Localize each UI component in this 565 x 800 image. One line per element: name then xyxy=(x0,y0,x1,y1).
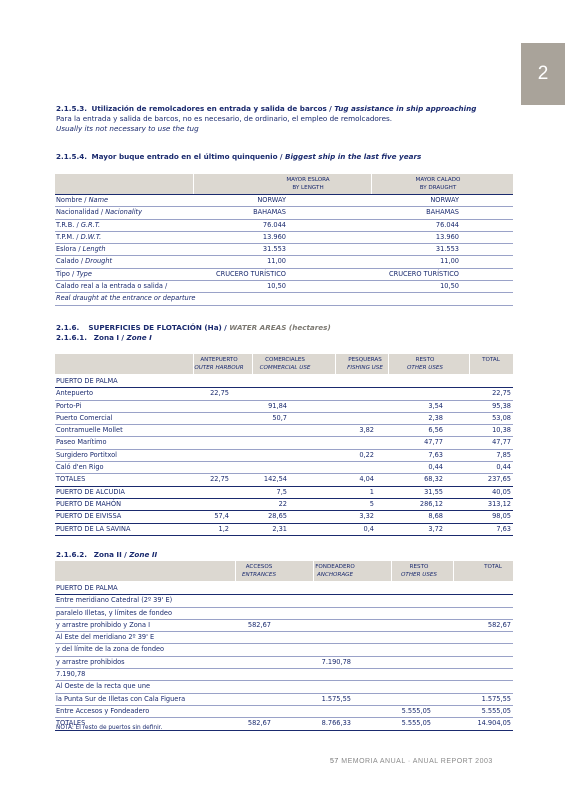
table-row xyxy=(55,376,513,388)
cell-value: 13.960 xyxy=(435,232,459,241)
row-label: Caló d'en Rigo xyxy=(56,463,104,472)
page-footer xyxy=(330,758,493,765)
section-number: 2.1.5.4. xyxy=(56,152,87,161)
cell-value: BAHAMAS xyxy=(253,208,286,217)
cell-value: 1,2 xyxy=(218,524,229,533)
cell-value: 6,56 xyxy=(428,426,443,435)
cell-value: 98,05 xyxy=(492,512,511,521)
cell-value: 10,50 xyxy=(267,282,286,291)
header-commercial: COMERCIALES COMMERCIAL USE xyxy=(259,357,311,371)
cell-value: 31,55 xyxy=(424,487,443,496)
cell-value: 22,75 xyxy=(492,389,511,398)
table-row xyxy=(55,632,513,644)
row-label: y del límite de la zona de fondeo xyxy=(56,645,165,654)
cell-value: 40,05 xyxy=(492,487,511,496)
cell-value: 11,00 xyxy=(440,257,459,266)
section-zone2: 2.1.6.2. Zona II / Zone II xyxy=(56,550,158,559)
cell-value: 3,54 xyxy=(428,401,443,410)
cell-value: 14.904,05 xyxy=(477,719,511,728)
row-label: T.R.B. / G.R.T. xyxy=(56,220,101,229)
row-label-es: Tipo xyxy=(56,269,70,278)
section-title-en: Tug assistance in ship approaching xyxy=(334,104,477,113)
cell-value: 2,38 xyxy=(428,413,443,422)
cell-value: 142,54 xyxy=(263,475,287,484)
cell-value: 7,63 xyxy=(496,524,511,533)
row-label: la Punta Sur de Illetas con Cala Figuera xyxy=(56,694,186,703)
cell-value: 22,75 xyxy=(210,389,229,398)
table-row xyxy=(55,462,513,474)
row-label: PUERTO DE EIVISSA xyxy=(56,512,122,521)
header-entrances: ACCESOS ENTRANCES xyxy=(241,564,277,578)
section-number: 2.1.6.2. xyxy=(56,550,87,559)
section-title: Utilización de remolcadores en entrada y salida de barcos xyxy=(91,104,327,113)
row-label-en: D.W.T. xyxy=(80,232,102,241)
table-row xyxy=(55,706,513,718)
cell-value: NORWAY xyxy=(430,196,459,204)
row-label: Nacionalidad / Nacionality xyxy=(56,208,143,217)
table-row xyxy=(55,269,513,281)
row-label: Surgidero Portitxol xyxy=(56,450,117,459)
section-title-en: Zone II xyxy=(129,550,158,559)
table-row xyxy=(55,293,513,305)
chapter-number: 2 xyxy=(537,63,549,84)
table-row xyxy=(55,220,513,232)
cell-value: 31.553 xyxy=(262,245,286,254)
cell-value: 57,4 xyxy=(214,512,229,521)
table-row xyxy=(55,474,513,486)
header-outer-harbour: ANTEPUERTO OUTER HARBOUR xyxy=(194,357,244,371)
table-header xyxy=(55,561,513,581)
row-label: PUERTO DE MAHÓN xyxy=(56,499,122,508)
row-label: y arrastre prohibido y Zona I xyxy=(56,620,151,629)
row-label-en: Name xyxy=(88,196,109,204)
table-row xyxy=(55,207,513,219)
cell-value: 1.575,55 xyxy=(321,694,351,703)
table-row xyxy=(55,608,513,620)
table-row xyxy=(55,281,513,293)
cell-value: 91,84 xyxy=(268,401,287,410)
cell-value: 53,08 xyxy=(492,413,511,422)
row-label: TOTALES xyxy=(56,475,86,484)
row-label-es: Eslora xyxy=(56,245,77,254)
header-total: TOTAL xyxy=(484,564,502,570)
table-header xyxy=(55,354,513,374)
row-label: PUERTO DE ALCUDIA xyxy=(56,487,125,496)
row-label: y arrastre prohibidos xyxy=(56,657,125,666)
row-label: PUERTO DE PALMA xyxy=(56,377,118,385)
cell-value: 3,82 xyxy=(359,426,374,435)
cell-value: CRUCERO TURÍSTICO xyxy=(216,269,286,278)
cell-value: 7,85 xyxy=(496,450,511,459)
table-row xyxy=(55,194,513,207)
cell-value: 10,38 xyxy=(492,426,511,435)
cell-value: 582,67 xyxy=(247,719,271,728)
cell-value: 22,75 xyxy=(210,475,229,484)
table-row xyxy=(55,244,513,256)
cell-value: 31.553 xyxy=(435,245,459,254)
table-row xyxy=(55,669,513,681)
row-label: Antepuerto xyxy=(56,389,94,398)
cell-value: 10,50 xyxy=(440,282,459,291)
header-other-uses: RESTO OTHER USES xyxy=(401,564,437,578)
cell-value: 95,38 xyxy=(492,401,511,410)
row-label-en: Drought xyxy=(85,257,113,266)
cell-value: 0,44 xyxy=(428,463,443,472)
section-number: 2.1.6. xyxy=(56,323,80,332)
row-label-es: Calado xyxy=(56,257,79,266)
row-label: Al Este del meridiano 2º 39' E xyxy=(56,633,155,642)
table-row xyxy=(55,583,513,595)
cell-value: 237,65 xyxy=(487,475,511,484)
cell-value: 5 xyxy=(369,499,374,508)
cell-value: 0,4 xyxy=(363,524,374,533)
cell-value: 5.555,05 xyxy=(401,719,431,728)
row-label: Paseo Marítimo xyxy=(56,438,107,447)
header-other-uses: RESTO OTHER USES xyxy=(407,357,443,371)
row-label-en: Type xyxy=(76,269,92,278)
zone2-table xyxy=(55,561,513,731)
cell-value: 7,5 xyxy=(276,487,287,496)
row-label: T.P.M. / D.W.T. xyxy=(56,232,102,241)
row-label-es: Nacionalidad xyxy=(56,208,99,217)
cell-value: 0,44 xyxy=(496,463,511,472)
cell-value: 313,12 xyxy=(487,499,511,508)
table-row xyxy=(55,595,513,607)
row-label: paralelo Illetas, y límites de fondeo xyxy=(56,608,172,617)
header-draught: MAYOR CALADO BY DRAUGHT xyxy=(415,177,461,191)
section-number: 2.1.5.3. xyxy=(56,104,87,113)
row-label-en: G.R.T. xyxy=(80,220,101,229)
table-row xyxy=(55,401,513,413)
page-number: 57 xyxy=(330,758,339,765)
cell-value: 5.555,05 xyxy=(481,706,511,715)
cell-value: CRUCERO TURÍSTICO xyxy=(389,269,459,278)
header-total: TOTAL xyxy=(482,357,500,363)
cell-value: 47,77 xyxy=(492,438,511,447)
row-label-es: T.R.B. xyxy=(56,220,75,229)
cell-value: 7.190,78 xyxy=(321,657,351,666)
cell-value: 68,32 xyxy=(424,475,443,484)
cell-value: NORWAY xyxy=(257,196,286,204)
table-row xyxy=(55,694,513,706)
cell-value: 22 xyxy=(278,499,287,508)
cell-value: 582,67 xyxy=(487,620,511,629)
table-row xyxy=(55,681,513,693)
table-row xyxy=(55,524,513,536)
cell-value: 0,22 xyxy=(359,450,374,459)
table-row xyxy=(55,511,513,523)
chapter-tab xyxy=(521,43,565,105)
cell-value: BAHAMAS xyxy=(426,208,459,217)
row-label: Porto-Pi xyxy=(56,401,82,410)
row-label: Calado real a la entrada o salida / xyxy=(56,282,168,291)
cell-value: 13.960 xyxy=(262,232,286,241)
row-label-en: Real draught at the entrance or departure xyxy=(56,294,196,303)
row-label xyxy=(56,293,196,304)
header-fishing: PESQUERAS FISHING USE xyxy=(347,357,383,371)
section-title: SUPERFICIES DE FLOTACIÓN (Ha) xyxy=(88,323,222,332)
section-water-areas: 2.1.6. SUPERFICIES DE FLOTACIÓN (Ha) / WATER AREAS (hectares) 2.1.6.1. Zona I / Zone I xyxy=(56,323,331,342)
cell-value: 8,68 xyxy=(428,512,443,521)
row-label-es: T.P.M. xyxy=(56,232,75,241)
row-label-en: Length xyxy=(82,245,106,254)
cell-value: 1.575,55 xyxy=(481,694,511,703)
table-row xyxy=(55,388,513,400)
cell-value: 7,63 xyxy=(428,450,443,459)
biggest-ship-table xyxy=(55,174,513,306)
row-label: Contramuelle Mollet xyxy=(56,426,123,435)
table-row xyxy=(55,487,513,499)
section-title-en: Biggest ship in the last five years xyxy=(284,152,422,161)
cell-value: 3,32 xyxy=(359,512,374,521)
cell-value: 582,67 xyxy=(247,620,271,629)
table-row xyxy=(55,499,513,511)
row-label-en: Nacionality xyxy=(105,208,143,217)
cell-value: 28,65 xyxy=(268,512,287,521)
cell-value: 50,7 xyxy=(272,413,287,422)
section-title-en: WATER AREAS (hectares) xyxy=(229,323,331,332)
row-label: Puerto Comercial xyxy=(56,413,113,422)
header-anchorage: FONDEADERO ANCHORAGE xyxy=(315,564,355,578)
section-text-en: Usually its not necessary to use the tug xyxy=(56,124,199,133)
cell-value: 3,72 xyxy=(428,524,443,533)
row-label-es: Nombre xyxy=(56,196,83,204)
section-text: Para la entrada y salida de barcos, no es necesario, de ordinario, el empleo de remolcadores. xyxy=(56,114,393,123)
section-tug-assistance xyxy=(56,104,476,134)
cell-value: 286,12 xyxy=(419,499,443,508)
row-label-es: Calado real a la entrada o salida xyxy=(56,282,163,291)
table-row xyxy=(55,620,513,632)
section-title: Mayor buque entrado en el último quinquenio xyxy=(91,152,278,161)
subsection-number: 2.1.6.1. xyxy=(56,333,87,342)
row-label: PUERTO DE PALMA xyxy=(56,584,118,592)
row-label: Tipo / Type xyxy=(56,269,92,278)
cell-value: 47,77 xyxy=(424,438,443,447)
table-row xyxy=(55,256,513,268)
table-row xyxy=(55,644,513,656)
header-length: MAYOR ESLORA BY LENGTH xyxy=(286,177,330,191)
cell-value: 1 xyxy=(369,487,374,496)
table-row xyxy=(55,425,513,437)
row-label: Eslora / Length xyxy=(56,245,106,254)
subsection-title-en: Zone I xyxy=(126,333,152,342)
cell-value: 8.766,33 xyxy=(321,719,351,728)
cell-value: 5.555,05 xyxy=(401,706,431,715)
section-heading: 2.1.5.3. Utilización de remolcadores en entrada y salida de barcos / Tug assistance in ship approaching xyxy=(56,104,477,113)
section-biggest-ship: 2.1.5.4. Mayor buque entrado en el último quinquenio / Biggest ship in the last five years xyxy=(56,152,422,161)
row-label: Entre meridiano Catedral (2º 39' E) xyxy=(56,596,173,605)
row-label: Al Oeste de la recta que une xyxy=(56,682,151,691)
table-row xyxy=(55,657,513,669)
cell-value: 4,04 xyxy=(359,475,374,484)
row-label: Calado / Drought xyxy=(56,257,113,266)
table-header xyxy=(55,174,513,194)
section-title: Zona II xyxy=(93,550,122,559)
row-label: TOTALES xyxy=(56,719,86,728)
table-row xyxy=(55,232,513,244)
report-title: MEMORIA ANUAL · ANUAL REPORT 2003 xyxy=(341,758,493,765)
cell-value: 11,00 xyxy=(267,257,286,266)
cell-value: 2,31 xyxy=(272,524,287,533)
row-label: Entre Accesos y Fondeadero xyxy=(56,706,150,715)
table-row xyxy=(55,437,513,449)
subsection-title: Zona I xyxy=(93,333,120,342)
row-label: Nombre / Name xyxy=(56,196,109,204)
table-row xyxy=(55,413,513,425)
zone1-table xyxy=(55,354,513,536)
table-note: NOTA: El resto de puertos sin definir. xyxy=(56,725,163,731)
cell-value: 76.044 xyxy=(435,220,459,229)
row-label: PUERTO DE LA SAVINA xyxy=(56,524,131,533)
cell-value: 76.044 xyxy=(262,220,286,229)
row-label: 7.190,78 xyxy=(56,670,86,679)
table-row xyxy=(55,450,513,462)
